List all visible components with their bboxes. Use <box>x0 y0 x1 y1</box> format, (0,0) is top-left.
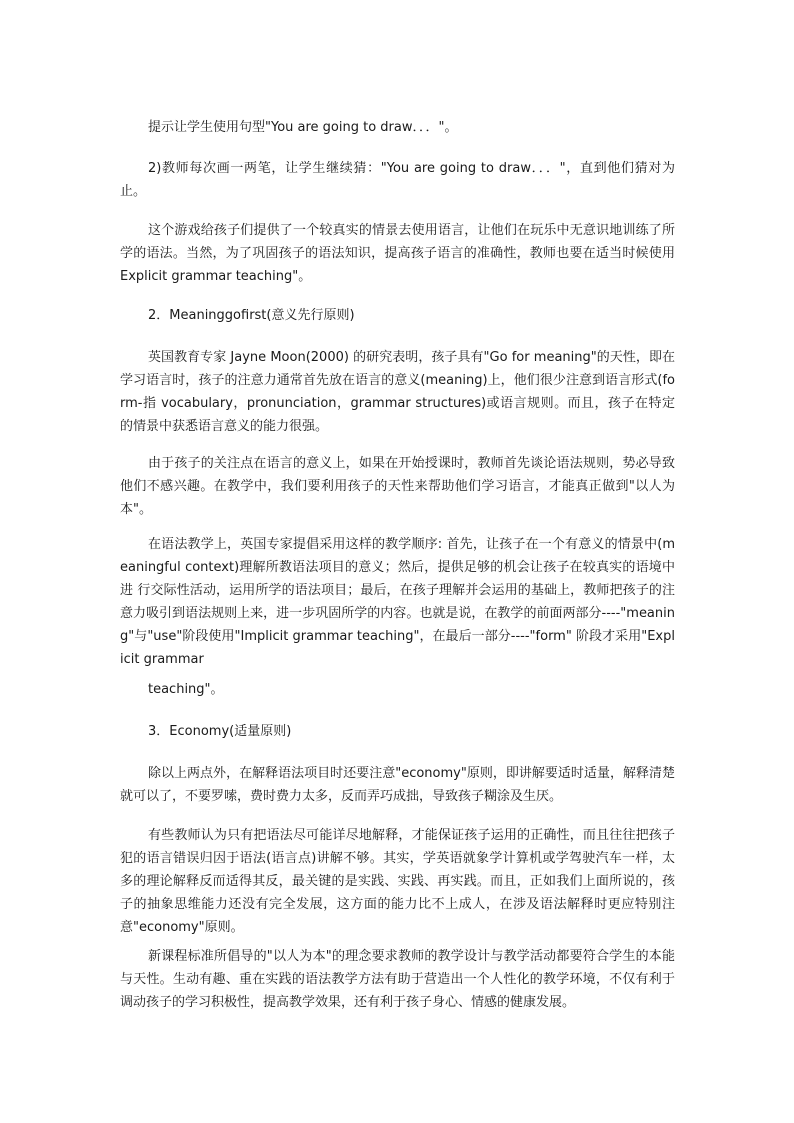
paragraph-teaching-continuation: teaching"。 <box>148 682 224 697</box>
paragraph-new-curriculum: 新课程标准所倡导的"以人为本"的理念要求教师的教学设计与教学活动都要符合学生的本能与天性。生动有趣、重在实践的语法教学方法有助于营造出一个人性化的教学环境，不仅有利于调动孩子的学习积极性，提高教学效果，还有利于孩子身心、情感的健康发展。 <box>120 949 675 1010</box>
paragraph-over-explanation: 有些教师认为只有把语法尽可能详尽地解释，才能保证孩子运用的正确性，而且往往把孩子犯的语言错误归因于语法(语言点)讲解不够。其实，学英语就象学计算机或学驾驶汽车一样，太多的理论解释反而适得其反，最关键的是实践、实践、再实践。而且，正如我们上面所说的，孩子的抽象思维能力还没有完全发展，这方面的能力比不上成人，在涉及语法解释时更应特别注意"economy"原则。 <box>120 828 675 935</box>
paragraph-focus-on-meaning: 由于孩子的关注点在语言的意义上，如果在开始授课时，教师首先谈论语法规则，势必导致他们不感兴趣。在教学中，我们要利用孩子的天性来帮助他们学习语言，才能真正做到"以人为本"。 <box>120 456 675 517</box>
paragraph-jayne-moon-research: 英国教育专家 Jayne Moon(2000) 的研究表明，孩子具有"Go for meaning"的天性，即在学习语言时，孩子的注意力通常首先放在语言的意义(meaning)上，他们很少注意到语言形式(form-指 vocabulary，pronunciation，grammar structures)或语言规则。而且，孩子在特定的情景中获悉语言意义的能力很强。 <box>120 350 675 434</box>
paragraph-economy-principle: 除以上两点外，在解释语法项目时还要注意"economy"原则，即讲解要适时适量，解释清楚就可以了，不要罗嗦，费时费力太多，反而弄巧成拙，导致孩子糊涂及生厌。 <box>120 766 675 804</box>
heading-economy: 3．Economy(适量原则) <box>148 724 292 739</box>
paragraph-teaching-sequence: 在语法教学上，英国专家提倡采用这样的教学顺序: 首先，让孩子在一个有意义的情景中(meaningful context)理解所教语法项目的意义；然后，提供足够的机会让孩子在较真实的语境中进 行交际性活动，运用所学的语法项目；最后，在孩子理解并会运用的基础上，教师把孩子的注意力吸引到语法规则上来，进一步巩固所学的内容。也就是说，在教学的前面两部分----"meaning"与"use"阶段使用"Implicit grammar teaching"，在最后一部分----"form" 阶段才采用"Explicit grammar <box>120 537 675 667</box>
paragraph-game-explanation: 这个游戏给孩子们提供了一个较真实的情景去使用语言，让他们在玩乐中无意识地训练了所学的语法。当然，为了巩固孩子的语法知识，提高孩子语言的准确性，教师也要在适当时候使用 Explicit grammar teaching"。 <box>120 223 675 284</box>
paragraph-sentence-pattern-hint: 提示让学生使用句型"You are going to draw．．．"。 <box>148 120 458 135</box>
heading-meaning-go-first: 2．Meaninggofirst(意义先行原则) <box>148 308 355 323</box>
paragraph-step-2: 2)教师每次画一两笔，让学生继续猜："You are going to draw．．．"，直到他们猜对为止。 <box>120 161 675 199</box>
